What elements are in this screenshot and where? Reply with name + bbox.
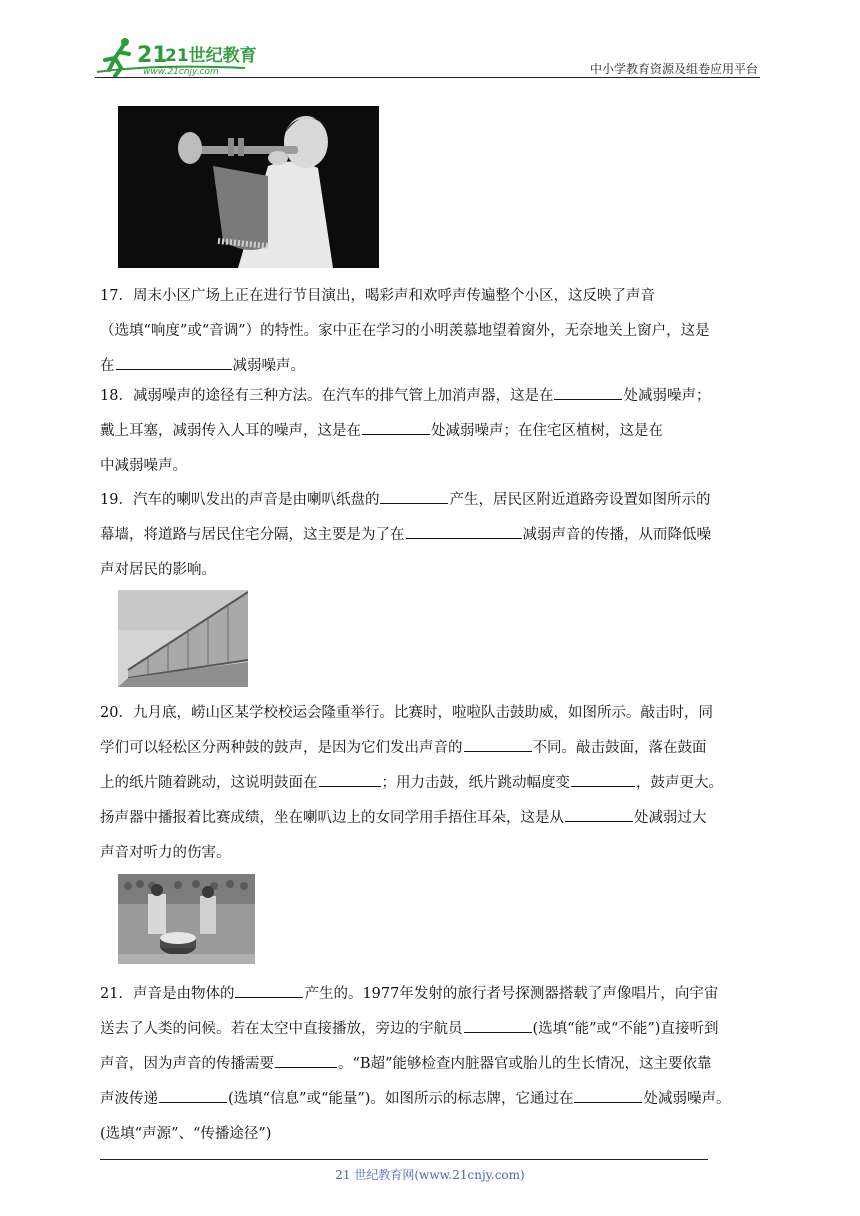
- question-line: 在 减弱噪声。: [100, 349, 765, 384]
- trumpet-boy-photo: [118, 106, 379, 268]
- answer-blank[interactable]: [574, 1088, 642, 1103]
- question-20: [100, 696, 765, 871]
- answer-blank[interactable]: [571, 772, 635, 787]
- question-21: [100, 977, 765, 1152]
- footer-text: 21 世纪教育网(www.21cnjy.com): [335, 1168, 525, 1182]
- answer-blank[interactable]: [116, 355, 232, 370]
- svg-text:www.21cnjy.com: www.21cnjy.com: [143, 67, 219, 77]
- answer-blank[interactable]: [565, 807, 633, 822]
- question-line: 18．减弱噪声的途径有三种方法。在汽车的排气管上加消声器，这是在 处减弱噪声；: [100, 379, 765, 414]
- header-divider: [95, 77, 760, 78]
- answer-blank[interactable]: [159, 1088, 227, 1103]
- answer-blank[interactable]: [406, 524, 522, 539]
- question-line: 19．汽车的喇叭发出的声音是由喇叭纸盘的 产生，居民区附近道路旁设置如图所示的: [100, 483, 765, 518]
- answer-blank[interactable]: [554, 385, 622, 400]
- question-line: 声对居民的影响。: [100, 562, 216, 578]
- sound-barrier-photo: [118, 590, 248, 687]
- question-line: 上的纸片随着跳动，这说明鼓面在 ；用力击鼓，纸片跳动幅度变 ，鼓声更大。: [100, 766, 765, 801]
- logo-21cnjy: [95, 34, 265, 78]
- question-18: [100, 379, 765, 484]
- question-line: 21．声音是由物体的 产生的。1977年发射的旅行者号探测器搭载了声像唱片，向宇宙: [100, 977, 765, 1012]
- answer-blank[interactable]: [275, 1053, 337, 1068]
- question-line: 17．周末小区广场上正在进行节目演出，喝彩声和欢呼声传遍整个小区，这反映了声音: [100, 288, 655, 304]
- question-line: 幕墙，将道路与居民住宅分隔，这主要是为了在 减弱声音的传播，从而降低噪: [100, 518, 765, 553]
- answer-blank[interactable]: [464, 737, 532, 752]
- page-header: [95, 34, 760, 78]
- answer-blank[interactable]: [235, 983, 303, 998]
- footer-divider: [100, 1159, 708, 1160]
- question-19: [100, 483, 765, 588]
- question-line: 扬声器中播报着比赛成绩，坐在喇叭边上的女同学用手捂住耳朵，这是从 处减弱过大: [100, 801, 765, 836]
- question-line: 声波传递 (选填“信息”或“能量”)。如图所示的标志牌，它通过在 处减弱噪声。: [100, 1082, 765, 1117]
- header-platform-text: 中小学教育资源及组卷应用平台: [589, 62, 758, 76]
- svg-text:21世纪教育: 21世纪教育: [165, 46, 257, 66]
- answer-blank[interactable]: [464, 1018, 532, 1033]
- question-line: 学们可以轻松区分两种鼓的鼓声，是因为它们发出声音的 不同。敲击鼓面，落在鼓面: [100, 731, 765, 766]
- answer-blank[interactable]: [380, 489, 448, 504]
- question-line: 送去了人类的问候。若在太空中直接播放，旁边的宇航员 (选填“能”或“不能”)直接听到: [100, 1012, 765, 1047]
- question-line: 声音，因为声音的传播需要 。“B超”能够检查内脏器官或胎儿的生长情况，这主要依靠: [100, 1047, 765, 1082]
- question-line: (选填“声源”、“传播途径”): [100, 1126, 272, 1142]
- answer-blank[interactable]: [362, 420, 430, 435]
- drum-team-photo: [118, 874, 255, 964]
- answer-blank[interactable]: [319, 772, 381, 787]
- question-line: 中减弱噪声。: [100, 458, 187, 474]
- question-17: [100, 279, 765, 384]
- question-line: 声音对听力的伤害。: [100, 845, 231, 861]
- question-line: 20．九月底，崂山区某学校校运会隆重举行。比赛时，啦啦队击鼓助威，如图所示。敲击时，同: [100, 705, 713, 721]
- question-line: （选填“响度”或“音调”）的特性。家中正在学习的小明羡慕地望着窗外，无奈地关上窗户，这是: [100, 323, 710, 339]
- svg-text:21: 21: [137, 43, 168, 68]
- question-line: 戴上耳塞，减弱传入人耳的噪声，这是在 处减弱噪声；在住宅区植树，这是在: [100, 414, 765, 449]
